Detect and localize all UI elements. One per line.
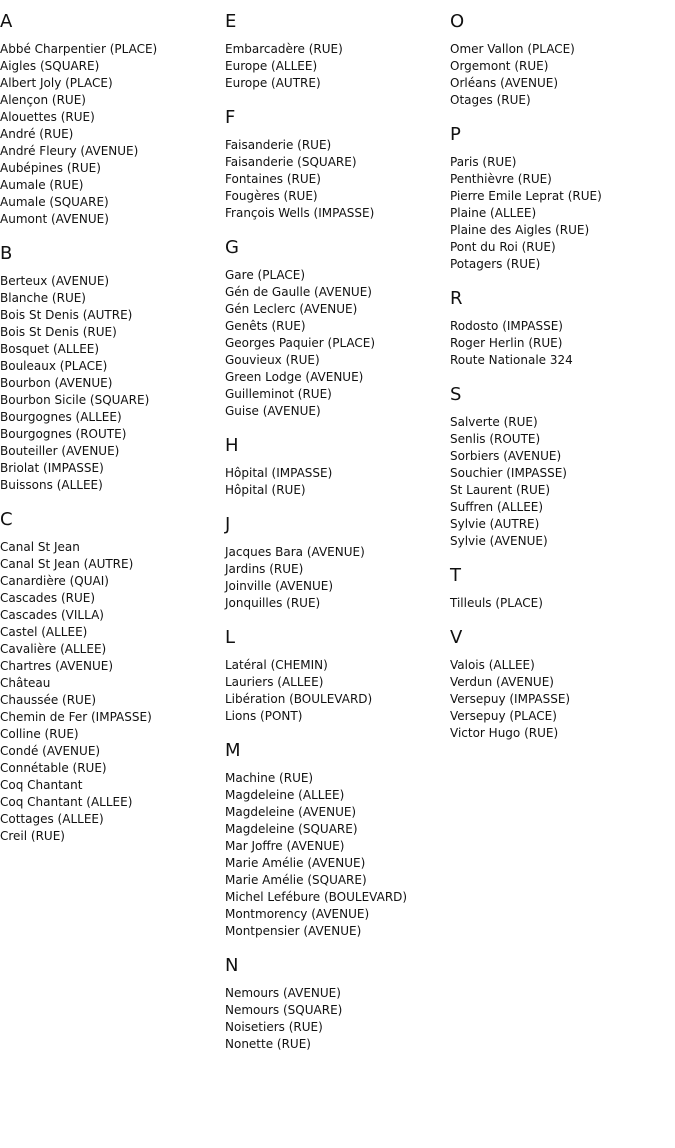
street-name: Canal St Jean (0, 540, 80, 554)
street-column-1 (0, 0, 225, 855)
street-name: Connétable (RUE) (0, 761, 107, 775)
street-column-2 (225, 0, 450, 1063)
street-name: Latéral (CHEMIN) (225, 658, 328, 672)
street-name: Plaine des Aigles (RUE) (450, 223, 590, 237)
street-name: Bourbon Sicile (SQUARE) (0, 393, 150, 407)
street-name: Chaussée (RUE) (0, 693, 97, 707)
letter-section (225, 237, 450, 420)
street-name: Coq Chantant (ALLEE) (0, 795, 133, 809)
street-name: Otages (RUE) (450, 93, 531, 107)
street-name: Valois (ALLEE) (450, 658, 535, 672)
street-name: Canardière (QUAI) (0, 574, 109, 588)
street-name: Gouvieux (RUE) (225, 353, 320, 367)
street-name: Victor Hugo (RUE) (450, 726, 559, 740)
street-name: Blanche (RUE) (0, 291, 86, 305)
section-letter-heading: N (225, 955, 239, 976)
letter-section (225, 11, 450, 92)
street-list (450, 414, 675, 550)
street-name: Guise (AVENUE) (225, 404, 321, 418)
street-list (225, 770, 450, 940)
street-name: Briolat (IMPASSE) (0, 461, 104, 475)
street-name: Magdeleine (AVENUE) (225, 805, 357, 819)
street-list (450, 318, 675, 369)
street-list (450, 595, 675, 612)
street-name: Faisanderie (RUE) (225, 138, 332, 152)
street-name: Verdun (AVENUE) (450, 675, 554, 689)
street-name: Georges Paquier (PLACE) (225, 336, 376, 350)
street-list (450, 154, 675, 273)
street-name: Cottages (ALLEE) (0, 812, 104, 826)
street-name: Chemin de Fer (IMPASSE) (0, 710, 152, 724)
street-name: Sylvie (AUTRE) (450, 517, 540, 531)
street-name: André (RUE) (0, 127, 74, 141)
street-name: Bourgognes (ALLEE) (0, 410, 122, 424)
letter-section (450, 384, 675, 550)
section-letter-heading: A (0, 11, 13, 32)
street-name: Souchier (IMPASSE) (450, 466, 567, 480)
street-name: Pont du Roi (RUE) (450, 240, 556, 254)
letter-section (225, 435, 450, 499)
street-name: Machine (RUE) (225, 771, 314, 785)
street-name: Sorbiers (AVENUE) (450, 449, 562, 463)
street-name: Castel (ALLEE) (0, 625, 88, 639)
street-column-3 (450, 0, 675, 752)
letter-section (450, 124, 675, 273)
street-name: Suffren (ALLEE) (450, 500, 544, 514)
street-name: Albert Joly (PLACE) (0, 76, 113, 90)
street-name: Alouettes (RUE) (0, 110, 95, 124)
section-letter-heading: R (450, 288, 463, 309)
street-name: Bourbon (AVENUE) (0, 376, 113, 390)
street-name: Canal St Jean (AUTRE) (0, 557, 134, 571)
street-name: Buissons (ALLEE) (0, 478, 103, 492)
street-name: Senlis (ROUTE) (450, 432, 541, 446)
street-name: Nemours (SQUARE) (225, 1003, 343, 1017)
street-name: Bourgognes (ROUTE) (0, 427, 127, 441)
street-name: Cascades (RUE) (0, 591, 96, 605)
letter-section (450, 565, 675, 612)
letter-section (0, 243, 225, 494)
street-name: François Wells (IMPASSE) (225, 206, 375, 220)
street-name: Bouleaux (PLACE) (0, 359, 108, 373)
street-name: Marie Amélie (SQUARE) (225, 873, 367, 887)
street-name: Aumont (AVENUE) (0, 212, 109, 226)
street-list (225, 267, 450, 420)
street-name: Noisetiers (RUE) (225, 1020, 323, 1034)
section-letter-heading: L (225, 627, 236, 648)
street-list (0, 539, 225, 845)
street-name: Bois St Denis (RUE) (0, 325, 117, 339)
street-name: Rodosto (IMPASSE) (450, 319, 563, 333)
street-name: Marie Amélie (AVENUE) (225, 856, 366, 870)
street-name: Versepuy (IMPASSE) (450, 692, 571, 706)
street-name: Jardins (RUE) (225, 562, 304, 576)
street-name: Versepuy (PLACE) (450, 709, 557, 723)
street-name: Tilleuls (PLACE) (450, 596, 543, 610)
street-name: Libération (BOULEVARD) (225, 692, 373, 706)
street-name: Montmorency (AVENUE) (225, 907, 370, 921)
street-name: Magdeleine (SQUARE) (225, 822, 358, 836)
street-name: Europe (ALLEE) (225, 59, 318, 73)
street-name: Magdeleine (ALLEE) (225, 788, 345, 802)
street-name: Colline (RUE) (0, 727, 79, 741)
section-letter-heading: B (0, 243, 13, 264)
street-name: Plaine (ALLEE) (450, 206, 537, 220)
street-name: Penthièvre (RUE) (450, 172, 552, 186)
section-letter-heading: E (225, 11, 237, 32)
street-name: Faisanderie (SQUARE) (225, 155, 357, 169)
section-letter-heading: H (225, 435, 239, 456)
street-name: Cascades (VILLA) (0, 608, 104, 622)
street-name: Cavalière (ALLEE) (0, 642, 107, 656)
street-list (450, 657, 675, 742)
street-list (0, 273, 225, 494)
section-letter-heading: J (225, 514, 231, 535)
section-letter-heading: O (450, 11, 465, 32)
street-name: Genêts (RUE) (225, 319, 306, 333)
street-name: Orgemont (RUE) (450, 59, 549, 73)
street-name: Europe (AUTRE) (225, 76, 321, 90)
section-letter-heading: S (450, 384, 462, 405)
street-name: Montpensier (AVENUE) (225, 924, 362, 938)
section-letter-heading: C (0, 509, 13, 530)
letter-section (225, 514, 450, 612)
letter-section (225, 740, 450, 940)
street-list (225, 657, 450, 725)
street-list (225, 985, 450, 1053)
street-name: Lions (PONT) (225, 709, 303, 723)
street-name: Bosquet (ALLEE) (0, 342, 100, 356)
street-name: Abbé Charpentier (PLACE) (0, 42, 158, 56)
letter-section (450, 627, 675, 742)
street-name: Potagers (RUE) (450, 257, 541, 271)
street-list (450, 41, 675, 109)
street-name: Aigles (SQUARE) (0, 59, 100, 73)
street-list (0, 41, 225, 228)
street-name: Pierre Emile Leprat (RUE) (450, 189, 602, 203)
street-name: Aumale (SQUARE) (0, 195, 109, 209)
street-name: Omer Vallon (PLACE) (450, 42, 575, 56)
street-name: Creil (RUE) (0, 829, 65, 843)
section-letter-heading: M (225, 740, 241, 761)
section-letter-heading: T (450, 565, 461, 586)
street-name: Salverte (RUE) (450, 415, 538, 429)
street-name: Aubépines (RUE) (0, 161, 101, 175)
street-name: Route Nationale 324 (450, 353, 573, 367)
street-name: Roger Herlin (RUE) (450, 336, 563, 350)
street-name: Gén de Gaulle (AVENUE) (225, 285, 372, 299)
street-list (225, 41, 450, 92)
street-name: Coq Chantant (0, 778, 83, 792)
street-list (225, 465, 450, 499)
street-name: Hôpital (IMPASSE) (225, 466, 333, 480)
street-name: Lauriers (ALLEE) (225, 675, 324, 689)
street-name: Fontaines (RUE) (225, 172, 321, 186)
street-name: Paris (RUE) (450, 155, 517, 169)
street-list (225, 137, 450, 222)
street-name: Gare (PLACE) (225, 268, 306, 282)
street-name: Guilleminot (RUE) (225, 387, 332, 401)
letter-section (225, 107, 450, 222)
street-name: Embarcadère (RUE) (225, 42, 343, 56)
letter-section (450, 11, 675, 109)
street-name: Mar Joffre (AVENUE) (225, 839, 345, 853)
letter-section (0, 11, 225, 228)
street-name: Alençon (RUE) (0, 93, 86, 107)
street-name: St Laurent (RUE) (450, 483, 551, 497)
street-list (225, 544, 450, 612)
street-name: Nemours (AVENUE) (225, 986, 341, 1000)
street-name: Condé (AVENUE) (0, 744, 101, 758)
street-name: Hôpital (RUE) (225, 483, 306, 497)
section-letter-heading: P (450, 124, 461, 145)
street-name: Berteux (AVENUE) (0, 274, 110, 288)
section-letter-heading: F (225, 107, 236, 128)
street-name: Aumale (RUE) (0, 178, 84, 192)
street-name: Jonquilles (RUE) (225, 596, 321, 610)
street-name: Green Lodge (AVENUE) (225, 370, 364, 384)
street-name: Gén Leclerc (AVENUE) (225, 302, 358, 316)
street-name: Michel Lefébure (BOULEVARD) (225, 890, 408, 904)
street-name: Chartres (AVENUE) (0, 659, 114, 673)
street-name: André Fleury (AVENUE) (0, 144, 139, 158)
letter-section (450, 288, 675, 369)
street-name: Fougères (RUE) (225, 189, 318, 203)
street-name: Joinville (AVENUE) (225, 579, 334, 593)
street-name: Nonette (RUE) (225, 1037, 311, 1051)
street-name: Bouteiller (AVENUE) (0, 444, 120, 458)
letter-section (225, 627, 450, 725)
section-letter-heading: V (450, 627, 463, 648)
street-name: Orléans (AVENUE) (450, 76, 559, 90)
street-name: Sylvie (AVENUE) (450, 534, 548, 548)
section-letter-heading: G (225, 237, 239, 258)
letter-section (225, 955, 450, 1053)
street-name: Bois St Denis (AUTRE) (0, 308, 133, 322)
street-name: Château (0, 676, 51, 690)
letter-section (0, 509, 225, 845)
street-name: Jacques Bara (AVENUE) (225, 545, 365, 559)
